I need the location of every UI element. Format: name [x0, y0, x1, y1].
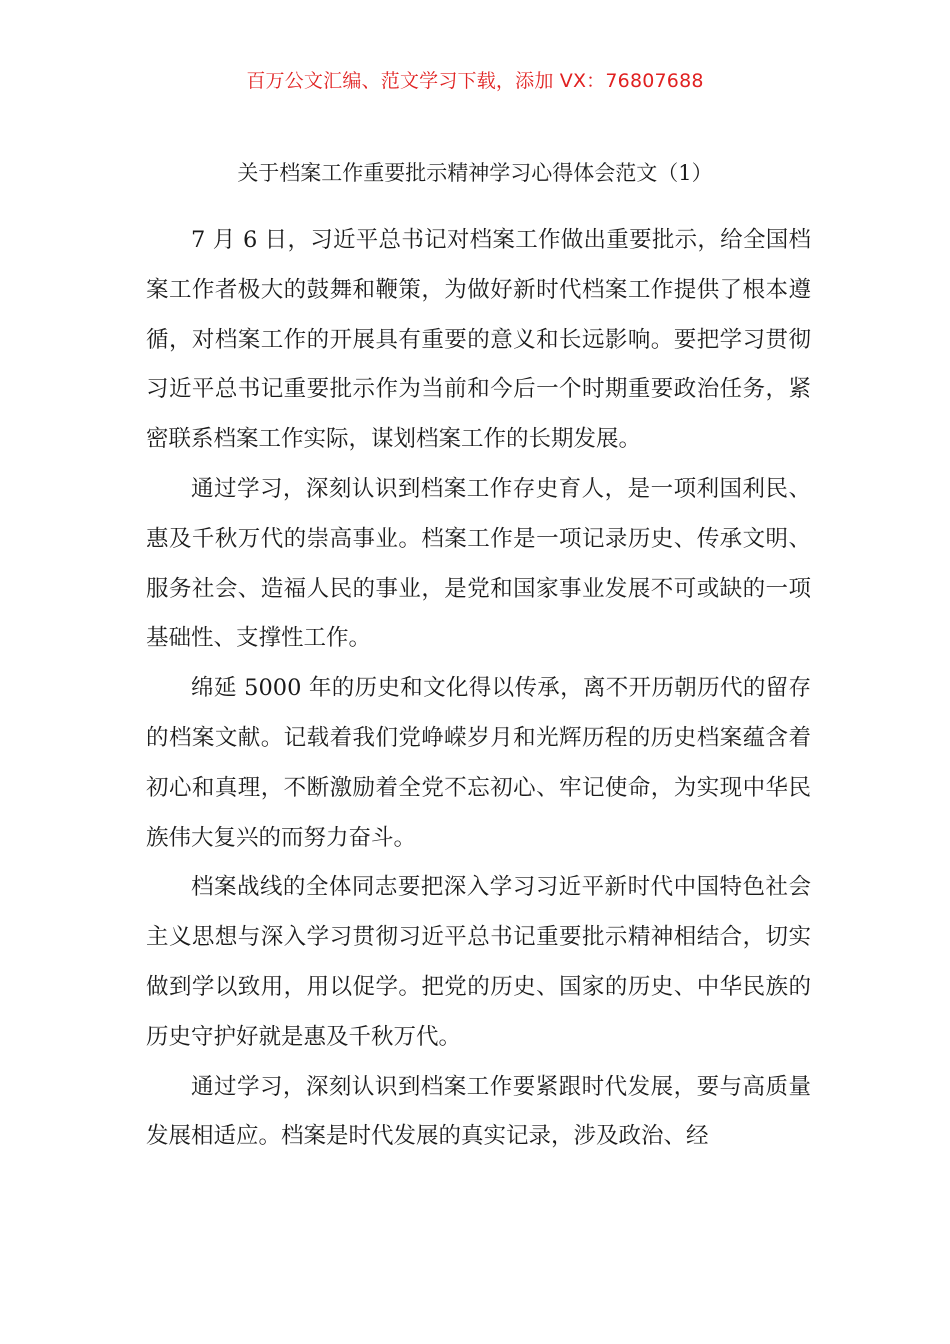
document-title: 关于档案工作重要批示精神学习心得体会范文（1）	[237, 161, 713, 185]
paragraph-3: 绵延 5000 年的历史和文化得以传承，离不开历朝历代的留存的档案文献。记载着我们党峥嵘岁月和光辉历程的历史档案蕴含着初心和真理，不断激励着全党不忘初心、牢记使命，为实现中华民族伟大复兴的而努力奋斗。	[146, 675, 811, 851]
paragraph-2: 通过学习，深刻认识到档案工作存史育人，是一项利国利民、惠及千秋万代的崇高事业。档案工作是一项记录历史、传承文明、服务社会、造福人民的事业，是党和国家事业发展不可或缺的一项基础性、支撑性工作。	[146, 475, 811, 652]
paragraph-4: 档案战线的全体同志要把深入学习习近平新时代中国特色社会主义思想与深入学习贯彻习近平总书记重要批示精神相结合，切实做到学以致用，用以促学。把党的历史、国家的历史、中华民族的历史守护好就是惠及千秋万代。	[146, 874, 811, 1050]
document-body	[146, 216, 811, 1162]
paragraph-5: 通过学习，深刻认识到档案工作要紧跟时代发展，要与高质量发展相适应。档案是时代发展的真实记录，涉及政治、经	[146, 1073, 811, 1150]
watermark-header: 百万公文汇编、范文学习下载，添加 VX：76807688	[246, 70, 704, 92]
paragraph-1: 7 月 6 日，习近平总书记对档案工作做出重要批示，给全国档案工作者极大的鼓舞和鞭策，为做好新时代档案工作提供了根本遵循，对档案工作的开展具有重要的意义和长远影响。要把学习贯彻习近平总书记重要批示作为当前和今后一个时期重要政治任务，紧密联系档案工作实际，谋划档案工作的长期发展。	[146, 227, 811, 453]
